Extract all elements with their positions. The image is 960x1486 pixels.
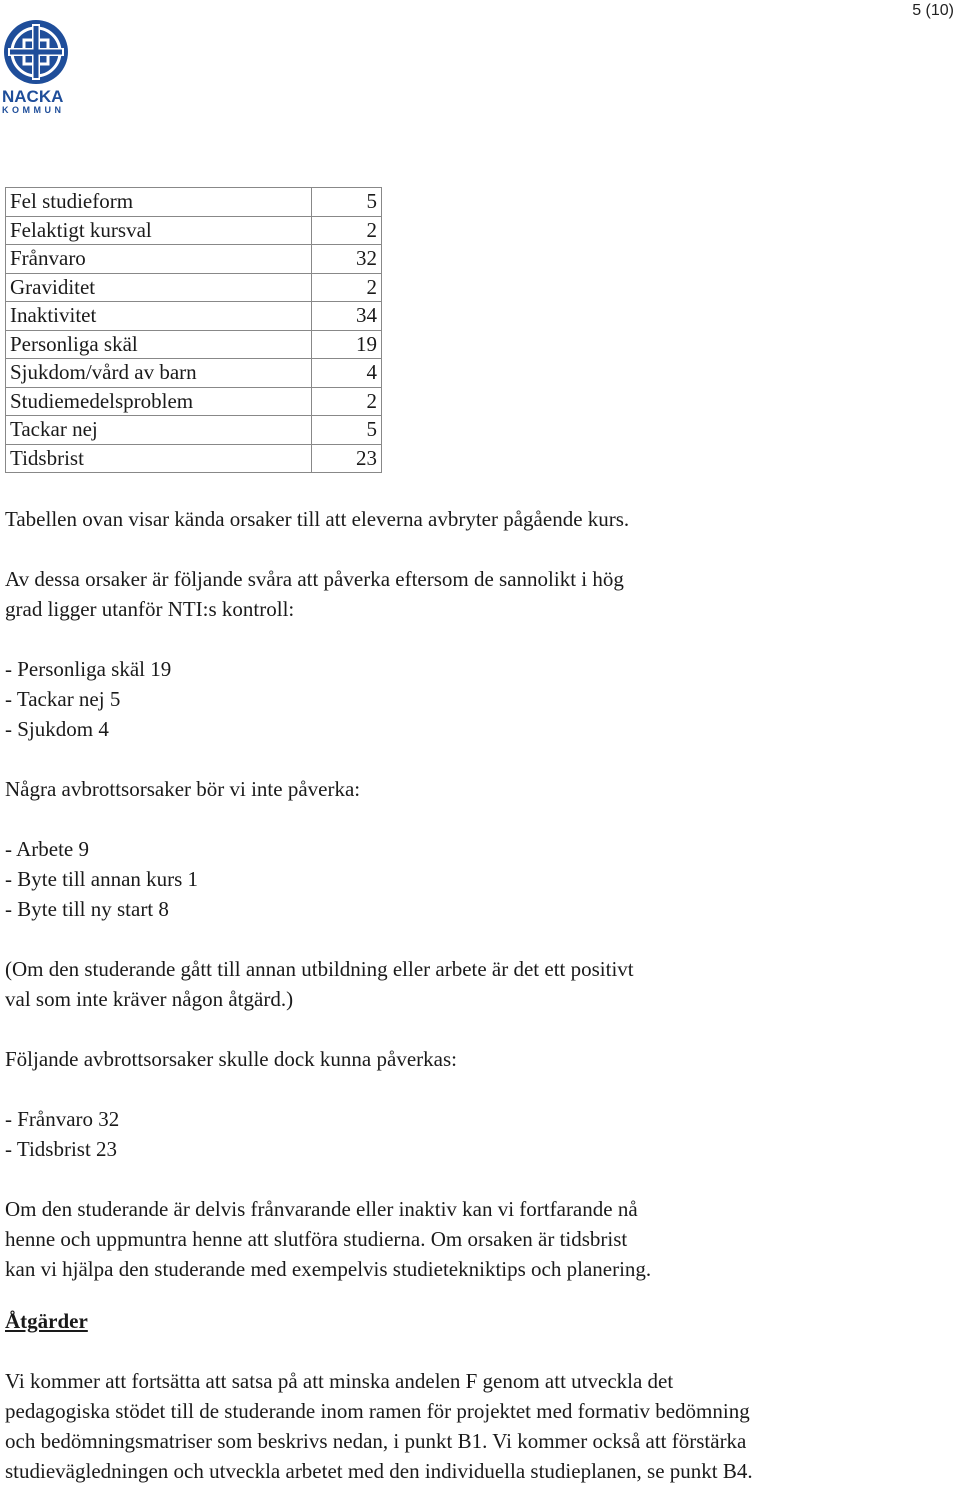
row-label: Tidsbrist — [6, 444, 312, 473]
page-number: 5 (10) — [912, 2, 954, 19]
list-item: - Tackar nej 5 — [5, 687, 121, 711]
paragraph-can-influence: Följande avbrottsorsaker skulle dock kunna påverkas: — [5, 1047, 457, 1071]
logo-name: NACKA — [2, 87, 64, 106]
paragraph-positive-choice — [5, 954, 935, 1014]
row-value: 2 — [312, 216, 382, 245]
nacka-emblem-icon — [2, 18, 70, 86]
text-line: grad ligger utanför NTI:s kontroll: — [5, 597, 295, 621]
row-label: Inaktivitet — [6, 302, 312, 331]
row-value: 34 — [312, 302, 382, 331]
reasons-table — [5, 187, 382, 473]
section-heading-atgarder: Åtgärder — [5, 1309, 88, 1333]
row-value: 32 — [312, 245, 382, 274]
row-label: Frånvaro — [6, 245, 312, 274]
row-label: Personliga skäl — [6, 330, 312, 359]
text-line: henne och uppmuntra henne att slutföra studierna. Om orsaken är tidsbrist — [5, 1227, 628, 1251]
list-hard-to-influence — [5, 654, 935, 744]
row-value: 2 — [312, 273, 382, 302]
text-line: pedagogiska stödet till de studerande inom ramen för projektet med formativ bedömning — [5, 1399, 750, 1423]
paragraph-measures — [5, 1366, 935, 1486]
table-row — [6, 273, 382, 302]
table-row — [6, 330, 382, 359]
row-label: Graviditet — [6, 273, 312, 302]
text-line: Om den studerande är delvis frånvarande eller inaktiv kan vi fortfarande nå — [5, 1197, 638, 1221]
row-value: 2 — [312, 387, 382, 416]
table-row — [6, 216, 382, 245]
logo — [2, 18, 76, 115]
table-row — [6, 416, 382, 445]
row-value: 4 — [312, 359, 382, 388]
text-line: (Om den studerande gått till annan utbildning eller arbete är det ett positivt — [5, 957, 634, 981]
list-item: - Frånvaro 32 — [5, 1107, 120, 1131]
paragraph-should-not-influence: Några avbrottsorsaker bör vi inte påverka: — [5, 777, 361, 801]
row-value: 19 — [312, 330, 382, 359]
table-row — [6, 444, 382, 473]
row-value: 5 — [312, 416, 382, 445]
row-label: Tackar nej — [6, 416, 312, 445]
text-line: studievägledningen och utveckla arbetet med den individuella studieplanen, se punkt B4. — [5, 1459, 753, 1483]
row-value: 5 — [312, 188, 382, 217]
text-line: val som inte kräver någon åtgärd.) — [5, 987, 294, 1011]
row-label: Studiemedelsproblem — [6, 387, 312, 416]
paragraph-table-caption: Tabellen ovan visar kända orsaker till att eleverna avbryter pågående kurs. — [5, 507, 630, 531]
text-line: kan vi hjälpa den studerande med exempelvis studietekniktips och planering. — [5, 1257, 652, 1281]
list-item: - Personliga skäl 19 — [5, 657, 172, 681]
text-line: och bedömningsmatriser som beskrivs nedan, i punkt B1. Vi kommer också att förstärka — [5, 1429, 747, 1453]
list-should-not-influence — [5, 834, 935, 924]
text-line: Av dessa orsaker är följande svåra att påverka eftersom de sannolikt i hög — [5, 567, 624, 591]
row-label: Fel studieform — [6, 188, 312, 217]
list-item: - Tidsbrist 23 — [5, 1137, 118, 1161]
list-item: - Byte till ny start 8 — [5, 897, 169, 921]
table-row — [6, 387, 382, 416]
paragraph-hard-to-influence — [5, 564, 935, 624]
list-item: - Arbete 9 — [5, 837, 89, 861]
row-label: Felaktigt kursval — [6, 216, 312, 245]
table-row — [6, 245, 382, 274]
logo-sub: KOMMUN — [2, 105, 65, 115]
table-row — [6, 359, 382, 388]
table-row — [6, 188, 382, 217]
paragraph-support — [5, 1194, 935, 1284]
text-line: Vi kommer att fortsätta att satsa på att minska andelen F genom att utveckla det — [5, 1369, 674, 1393]
document-body — [5, 504, 935, 1486]
row-label: Sjukdom/vård av barn — [6, 359, 312, 388]
list-item: - Byte till annan kurs 1 — [5, 867, 199, 891]
list-can-influence — [5, 1104, 935, 1164]
row-value: 23 — [312, 444, 382, 473]
table-row — [6, 302, 382, 331]
list-item: - Sjukdom 4 — [5, 717, 109, 741]
